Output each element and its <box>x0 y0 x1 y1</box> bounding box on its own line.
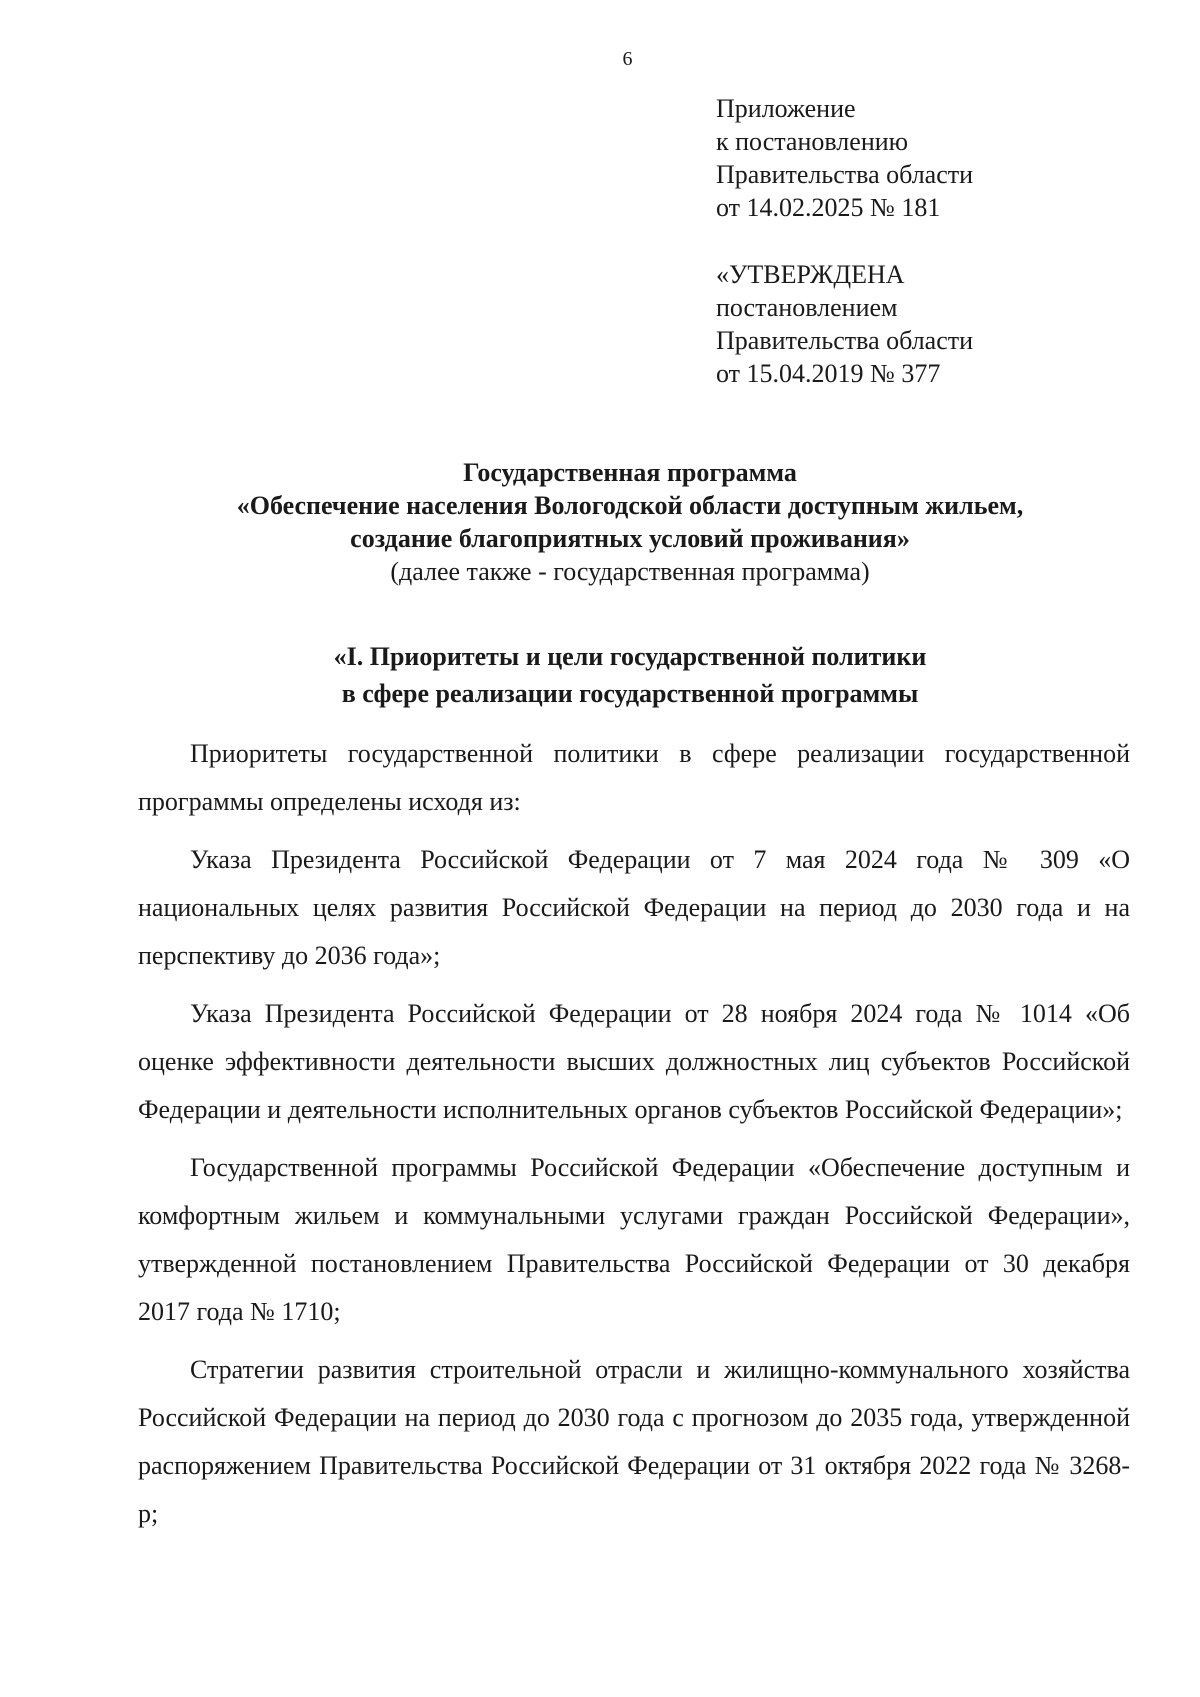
paragraph: Указа Президента Российской Федерации от 7 мая 2024 года № 309 «О национальных целях развития Российской Федерации на период до 2030 года и на перспективу до 2036 года»; <box>138 845 1130 970</box>
title-line: Государственная программа <box>463 458 797 487</box>
paragraph: Стратегии развития строительной отрасли и жилищно-коммунального хозяйства Российской Федерации на период до 2030 года с прогнозом до 2035 года, утвержденной распоряжением Правительства Российской Федерации от 31 октября 2022 года № 3268-р; <box>138 1355 1130 1528</box>
paragraph: Приоритеты государственной политики в сфере реализации государственной программы определены исходя из: <box>138 739 1130 816</box>
title-line: «Обеспечение населения Вологодской области доступным жильем, <box>236 491 1024 520</box>
program-title <box>130 456 1130 588</box>
appendix-line: к постановлению <box>716 127 909 156</box>
approved-line: от 15.04.2019 № 377 <box>716 359 941 388</box>
approved-line: «УТВЕРЖДЕНА <box>716 260 905 289</box>
section-heading-line: «I. Приоритеты и цели государственной политики <box>333 642 927 671</box>
paragraph: Государственной программы Российской Федерации «Обеспечение доступным и комфортным жильем и коммунальными услугами граждан Российской Федерации», утвержденной постановлением Правительства Российской Федерации от 30 декабря 2017 года № 1710; <box>138 1153 1130 1326</box>
section-heading <box>130 638 1130 712</box>
approved-block <box>716 258 973 390</box>
body-text <box>138 730 1130 1548</box>
page-number: 6 <box>622 48 633 70</box>
appendix-line: от 14.02.2025 № 181 <box>716 193 941 222</box>
appendix-line: Правительства области <box>716 160 974 189</box>
title-subline: (далее также - государственная программа) <box>390 557 870 586</box>
title-line: создание благоприятных условий проживания» <box>350 524 910 553</box>
approved-line: постановлением <box>716 293 898 322</box>
appendix-line: Приложение <box>716 94 856 123</box>
appendix-block <box>716 92 973 224</box>
paragraph: Указа Президента Российской Федерации от 28 ноября 2024 года № 1014 «Об оценке эффективности деятельности высших должностных лиц субъектов Российской Федерации и деятельности исполнительных органов субъектов Российской Федерации»; <box>138 999 1130 1124</box>
approved-line: Правительства области <box>716 326 974 355</box>
section-heading-line: в сфере реализации государственной программы <box>341 679 919 708</box>
